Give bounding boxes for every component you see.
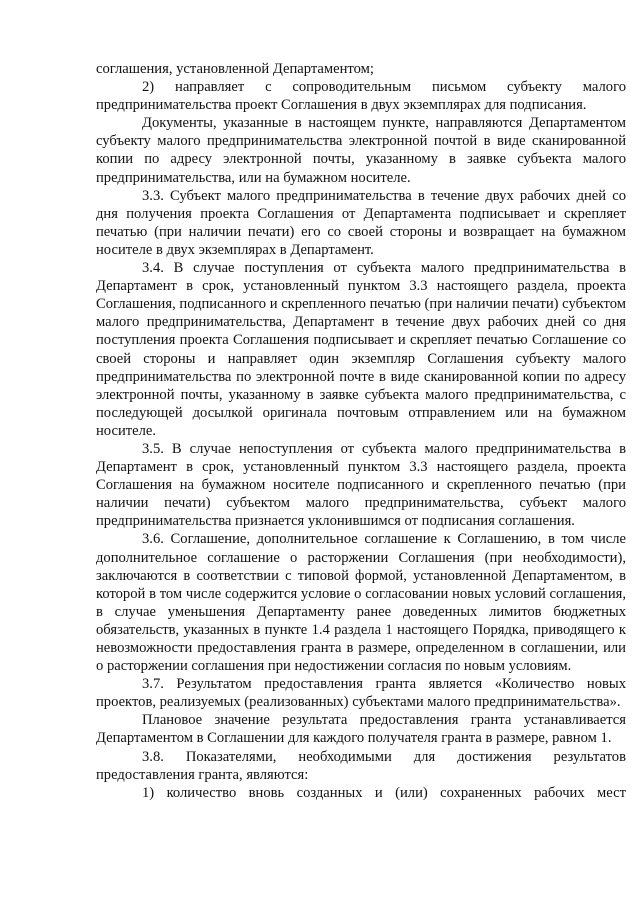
paragraph-continuation: соглашения, установленной Департаментом;	[96, 61, 374, 77]
paragraph-item-2: 2) направляет с сопроводительным письмом субъекту малого предпринимательства проект Соглашения в двух экземплярах для подписания.	[96, 79, 626, 114]
paragraph-3-3: 3.3. Субъект малого предпринимательства в течение двух рабочих дней со дня получения проекта Соглашения от Департамента подписывает и скрепляет печатью (при наличии печати) его со своей стороны и возвращает на бумажном носителе в двух экземплярах в Департамент.	[96, 187, 626, 258]
paragraph-documents: Документы, указанные в настоящем пункте, направляются Департаментом субъекту малого предпринимательства электронной почтой в виде сканированной копии по адресу электронной почты, указанному в заявке субъекта малого предпринимательства, или на бумажном носителе.	[96, 115, 626, 186]
paragraph-planned-value: Плановое значение результата предоставления гранта устанавливается Департаментом в Соглашении для каждого получателя гранта в размере, равном 1.	[96, 712, 626, 747]
paragraph-item-1-jobs: 1) количество вновь созданных и (или) сохраненных рабочих мест	[142, 784, 626, 801]
paragraph-3-4: 3.4. В случае поступления от субъекта малого предпринимательства в Департамент в срок, установленный пунктом 3.3 настоящего раздела, проекта Соглашения, подписанного и скрепленного печатью (при наличии печати) субъектом малого предпринимательства, Департамент в течение двух рабочих дней со дня поступления проекта Соглашения подписывает и скрепляет печатью Соглашение со своей стороны и направляет один экземпляр Соглашения субъекту малого предпринимательства по электронной почте в виде сканированной копии по адресу электронной почты, указанному в заявке субъекта малого предпринимательства, с последующей досылкой оригинала почтовым отправлением или на бумажном носителе.	[96, 260, 626, 439]
paragraph-3-6: 3.6. Соглашение, дополнительное соглашение к Соглашению, в том числе дополнительное соглашение о расторжении Соглашения (при необходимости), заключаются в соответствии с типовой формой, установленной Департаментом, в которой в том числе содержится условие о согласовании новых условий соглашения, в случае уменьшения Департаменту ранее доведенных лимитов бюджетных обязательств, указанных в пункте 1.4 раздела 1 настоящего Порядка, приводящего к невозможности предоставления гранта в размере, определенном в соглашении, или о расторжении соглашения при недостижении согласия по новым условиям.	[96, 531, 626, 675]
paragraph-3-5: 3.5. В случае непоступления от субъекта малого предпринимательства в Департамент в срок, установленный пунктом 3.3 настоящего раздела, проекта Соглашения на бумажном носителе подписанного и скрепленного печатью (при наличии печати) субъектом малого предпринимательства, субъект малого предпринимательства признается уклонившимся от подписания соглашения.	[96, 440, 626, 530]
document-page	[96, 60, 626, 802]
paragraph-3-8: 3.8. Показателями, необходимыми для достижения результатов предоставления гранта, являются:	[96, 748, 626, 783]
paragraph-3-7: 3.7. Результатом предоставления гранта является «Количество новых проектов, реализуемых (реализованных) субъектами малого предпринимательства».	[96, 676, 626, 711]
